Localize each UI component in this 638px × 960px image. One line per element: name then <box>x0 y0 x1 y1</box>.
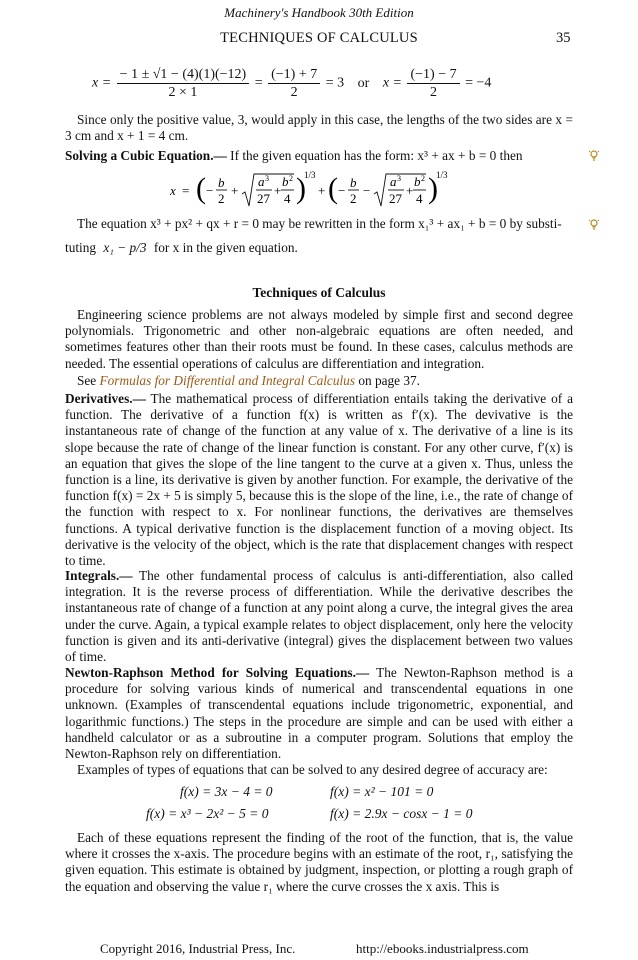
paragraph-newton-raphson <box>65 665 573 762</box>
see-post: on page 37. <box>355 373 420 388</box>
svg-text:+: + <box>318 183 326 198</box>
svg-text:(: ( <box>328 172 338 205</box>
page-number: 35 <box>556 30 571 46</box>
paragraph-roots: Each of these equations represent the finding of the root of the function, that is, the value where it crosses the x-axis. The procedure begins with an estimate of the root, r₁, satisfying the given equation. This estimate is obtained by judgment, inspection, or plotting a rough graph of the equation and observing the value r₁ where the curve crosses the x axis. This is <box>65 830 573 894</box>
svg-text:+: + <box>406 183 414 198</box>
svg-text:b: b <box>350 175 357 190</box>
rewrite-post: for x in the given equation. <box>153 240 298 255</box>
svg-text:2: 2 <box>350 191 357 206</box>
svg-text:2: 2 <box>289 174 293 183</box>
svg-text:3: 3 <box>397 174 401 183</box>
edition-header: Machinery's Handbook 30th Edition <box>224 5 414 20</box>
eq-equals: = <box>254 75 263 91</box>
fraction-1 <box>117 66 250 101</box>
svg-text:2: 2 <box>218 191 225 206</box>
examples-intro: Examples of types of equations that can be solved to any desired degree of accuracy are: <box>77 762 548 777</box>
svg-text:+: + <box>231 183 239 198</box>
lamp-icon-svg <box>588 149 600 161</box>
paragraph-derivatives <box>65 391 573 569</box>
newton-body: The Newton-Raphson method is a procedure for solving various kinds of numerical and transcendental equations in one unknown. (Examples of transcendental equations include trigonometric, exponential, and logarithmic functions.) The steps in the procedure are simple and can be used with either a handheld calculator or as a subroutine in a computer program. Solutions that employ the Newton-Raphson rely on differentiation. <box>65 665 573 762</box>
svg-text:=: = <box>182 183 190 198</box>
formulas-link[interactable]: Formulas for Differential and Integral Calculus <box>99 373 355 388</box>
fraction-3 <box>407 66 459 101</box>
quadratic-solution-equation <box>92 66 491 101</box>
svg-text:(: ( <box>196 172 206 205</box>
svg-text:1/3: 1/3 <box>436 170 448 180</box>
svg-text:b: b <box>218 175 225 190</box>
example-equation-4: f(x) = 2.9x − cosx − 1 = 0 <box>330 806 473 821</box>
eq-result-1: = 3 <box>325 75 345 91</box>
integrals-heading: Integrals.— <box>65 568 133 583</box>
example-equation-3: f(x) = x³ − 2x² − 5 = 0 <box>146 806 269 821</box>
example-equation-2: f(x) = x² − 101 = 0 <box>330 784 434 799</box>
paragraph-rewrite-line2 <box>65 240 298 256</box>
eq-lhs-2: x = <box>382 75 402 91</box>
see-reference <box>65 373 573 389</box>
svg-text:27: 27 <box>257 191 270 206</box>
lamp-icon[interactable] <box>588 149 600 165</box>
svg-text:): ) <box>428 172 438 205</box>
svg-text:27: 27 <box>389 191 402 206</box>
cubic-formula-svg <box>170 166 470 216</box>
derivatives-heading: Derivatives.— <box>65 391 146 406</box>
running-title: TECHNIQUES OF CALCULUS <box>220 30 418 46</box>
fraction-1-denominator: 2 × 1 <box>168 85 198 100</box>
eq-or: or <box>357 75 370 91</box>
lamp-icon-2-svg <box>588 218 600 230</box>
svg-text:2: 2 <box>421 174 425 183</box>
svg-text:3: 3 <box>265 174 269 183</box>
fraction-2-numerator: (−1) + 7 <box>268 66 320 84</box>
fraction-1-numerator: − 1 ± √1 − (4)(1)(−12) <box>117 66 250 84</box>
rewrite-substitution: x₁ − p/3 <box>103 240 147 255</box>
eq-result-2: = −4 <box>465 75 492 91</box>
see-pre: See <box>77 373 100 388</box>
svg-text:): ) <box>296 172 306 205</box>
footer-copyright: Copyright 2016, Industrial Press, Inc. <box>100 941 296 956</box>
paragraph-cubic <box>65 148 573 164</box>
svg-text:b: b <box>282 174 289 189</box>
svg-text:4: 4 <box>416 191 423 206</box>
section-heading: Techniques of Calculus <box>252 285 386 300</box>
paragraph-engineering: Engineering science problems are not always modeled by simple first and second degree polynomials. Trigonometric and other non-algebraic equations are often needed, and sometimes features other than their roots must be found. In these cases, calculus methods are needed. The essential operations of calculus are differentiation and integration. <box>65 307 573 371</box>
svg-text:−: − <box>206 183 214 198</box>
footer-url[interactable]: http://ebooks.industrialpress.com <box>356 941 529 956</box>
svg-text:+: + <box>274 183 282 198</box>
fraction-3-denominator: 2 <box>430 85 438 100</box>
svg-text:x: x <box>170 183 176 198</box>
svg-text:a: a <box>390 174 397 189</box>
paragraph-positive-value: Since only the positive value, 3, would apply in this case, the lengths of the two sides are x = 3 cm and x + 1 = 4 cm. <box>65 112 573 144</box>
rewrite-pre: tuting <box>65 240 97 255</box>
newton-heading: Newton-Raphson Method for Solving Equations.— <box>65 665 370 680</box>
fraction-2-denominator: 2 <box>290 85 298 100</box>
svg-text:a: a <box>258 174 265 189</box>
svg-text:4: 4 <box>284 191 291 206</box>
cubic-heading: Solving a Cubic Equation.— <box>65 148 227 163</box>
svg-text:−: − <box>363 183 371 198</box>
fraction-2 <box>268 66 320 101</box>
svg-text:1/3: 1/3 <box>304 170 316 180</box>
svg-text:−: − <box>338 183 346 198</box>
lamp-icon-2[interactable] <box>588 218 600 234</box>
example-equation-1: f(x) = 3x − 4 = 0 <box>180 784 273 799</box>
derivatives-body: The mathematical process of differentiation entails taking the derivative of a function. The derivative of a function f(x) is written as f′(x). The devivative is the instantaneous rate of change of the function at any value of x. The derivative of a line is its slope because the rate of change of the linear function is constant. For any other curve, f′(x) is an equation that gives the slope of the line tangent to the curve at a given x. Thus, unless the function is a line, its derivative is given by another function. For example, the derivative of the function f(x) = 2x + 5 is simply 5, because this is the slope of the line, i.e., the rate of change of the function with respect to x. For nonlinear functions, the derivatives are themselves functions. A typical derivative function is the displacement function of a moving object. Its derivative is the velocity of the object, which is the rate that displacement changes with respect to time. <box>65 391 573 569</box>
svg-text:b: b <box>414 174 421 189</box>
paragraph-rewrite-line1: The equation x³ + px² + qx + r = 0 may be rewritten in the form x₁³ + ax₁ + b = 0 by substi- <box>77 216 562 231</box>
eq-lhs: x = <box>92 75 112 91</box>
cubic-intro: If the given equation has the form: x³ + ax + b = 0 then <box>226 148 523 163</box>
fraction-3-numerator: (−1) − 7 <box>407 66 459 84</box>
integrals-body: The other fundamental process of calculus is anti-differentiation, also called integration. It is the reverse process of differentiation. While the derivative describes the instantaneous rate of change of a function at any point along a curve, the integral gives the area under the curve. Again, a typical example relates to object displacement, only here the velocity function is given and its anti-derivative (integral) gives the displacement between two values of time. <box>65 568 573 665</box>
paragraph-integrals <box>65 568 573 665</box>
cubic-formula <box>170 166 470 221</box>
